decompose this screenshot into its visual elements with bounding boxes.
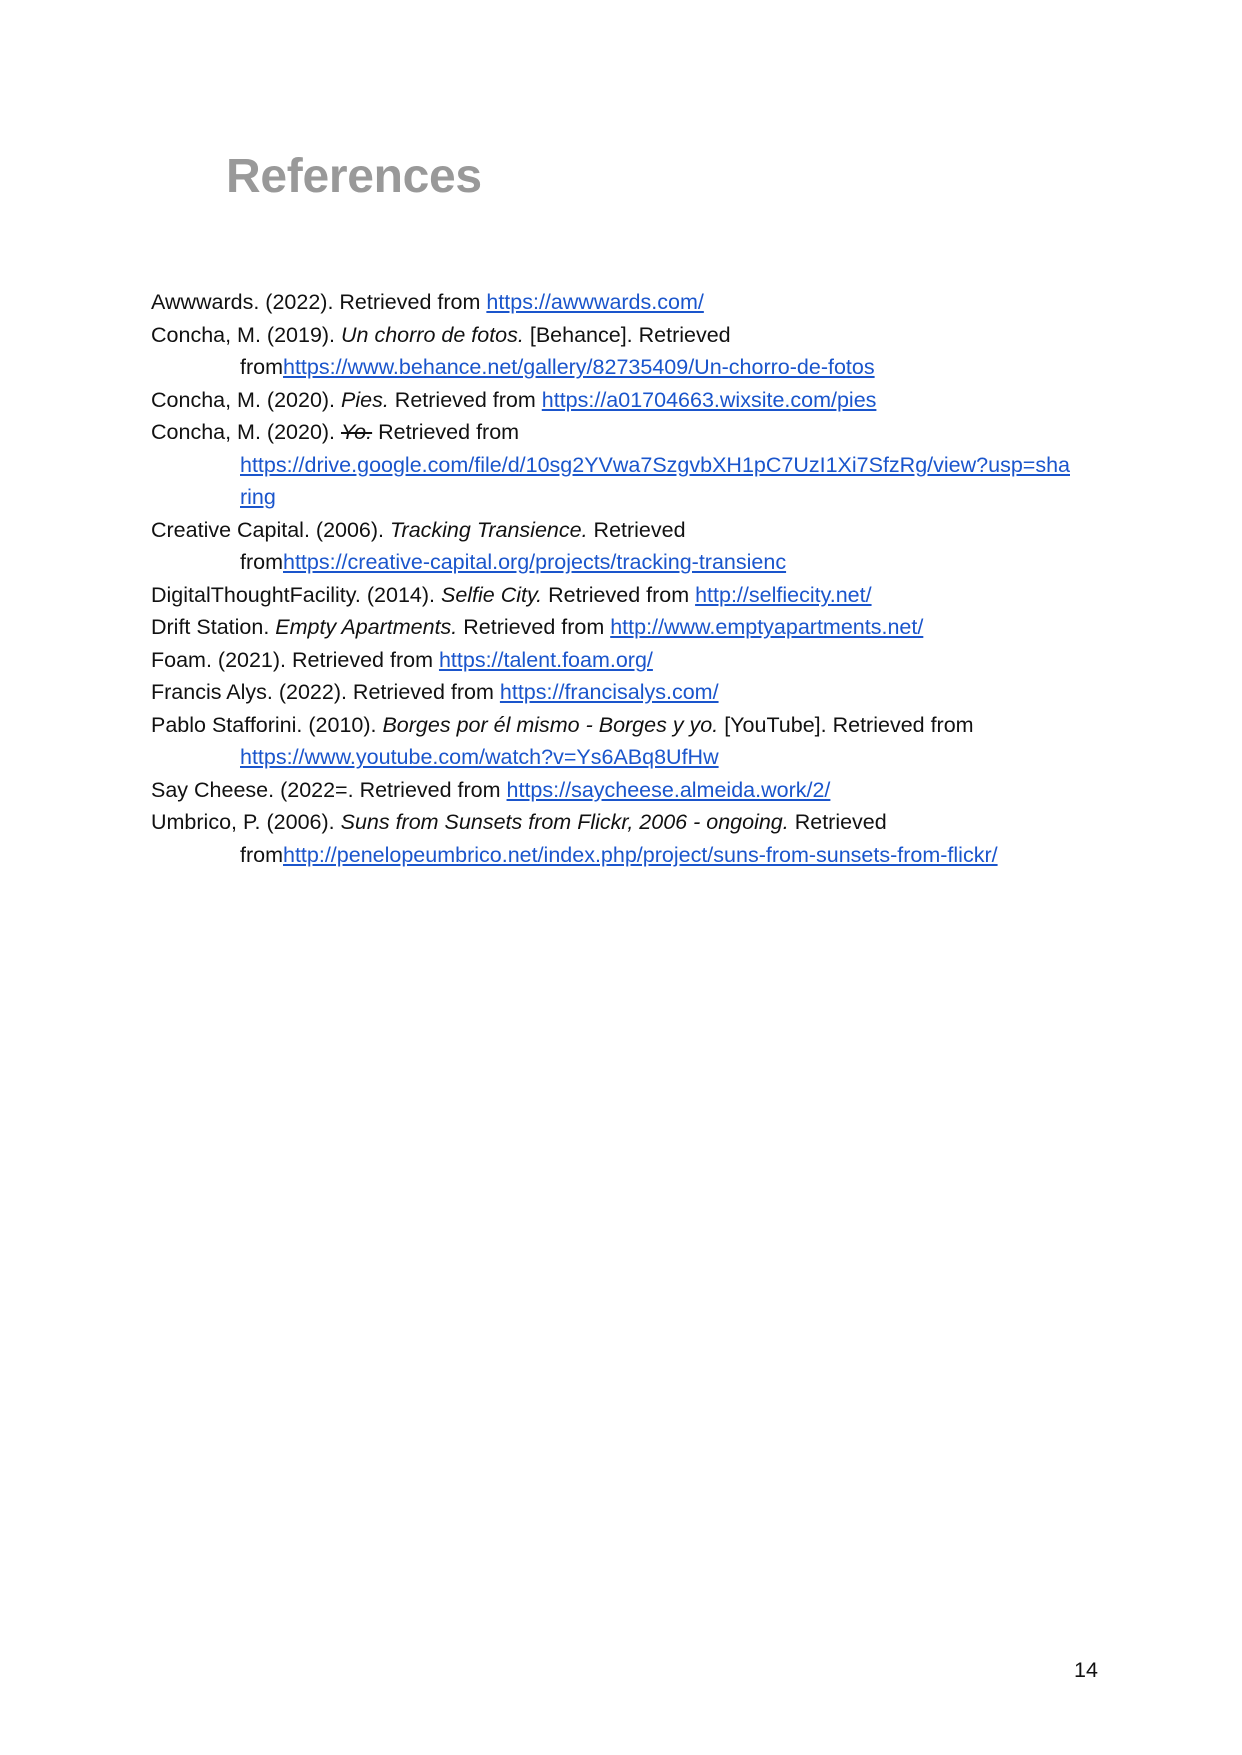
reference-text: Foam. (2021). Retrieved from (151, 647, 439, 672)
reference-entry (151, 286, 1111, 319)
reference-text: Umbrico, P. (2006). (151, 810, 341, 834)
reference-title: Empty Apartments. (275, 615, 458, 639)
reference-text: Retrieved from (388, 387, 542, 412)
reference-text: Retrieved from (542, 582, 696, 607)
reference-title: Un chorro de fotos. (341, 322, 524, 347)
reference-title: Suns from Sunsets from Flickr, 2006 - ongoing. (340, 810, 789, 834)
reference-continuation-line (151, 546, 1111, 579)
reference-link[interactable]: http://www.emptyapartments.net/ (610, 615, 924, 639)
reference-list (151, 286, 1111, 871)
reference-link[interactable]: ring (240, 485, 276, 509)
reference-title: Borges por él mismo - Borges y yo. (382, 712, 719, 737)
reference-entry (151, 611, 1111, 644)
reference-text: Concha, M. (2019). (151, 322, 342, 347)
reference-text: Pablo Stafforini. (2010). (151, 712, 383, 737)
reference-continuation-line (151, 741, 1111, 774)
reference-title: Pies. (341, 387, 389, 412)
reference-entry (151, 709, 1111, 742)
reference-text: from (240, 550, 283, 574)
reference-text: Retrieved (788, 810, 887, 834)
reference-text: Say Cheese. (2022=. Retrieved from (151, 777, 507, 802)
reference-continuation-line (151, 351, 1111, 384)
reference-entry (151, 416, 1111, 449)
reference-link[interactable]: https://awwwards.com/ (486, 290, 704, 314)
reference-continuation-line (151, 839, 1111, 872)
reference-text: Concha, M. (2020). (151, 420, 342, 444)
reference-entry (151, 676, 1111, 709)
reference-link[interactable]: https://francisalys.com/ (499, 680, 719, 704)
reference-link[interactable]: http://penelopeumbrico.net/index.php/project/suns-from-sunsets-from-flickr/ (283, 842, 998, 867)
reference-entry (151, 774, 1111, 807)
reference-text: Awwwards. (2022). Retrieved from (151, 290, 487, 314)
page-number: 14 (1074, 1658, 1098, 1682)
reference-title: Selfie City. (440, 582, 543, 607)
reference-text: from (240, 842, 283, 867)
reference-continuation-line (151, 449, 1111, 482)
reference-link[interactable]: https://www.youtube.com/watch?v=Ys6ABq8UfHw (240, 745, 719, 769)
reference-link[interactable]: http://selfiecity.net/ (695, 582, 872, 607)
reference-text: Retrieved from (457, 615, 611, 639)
reference-entry (151, 384, 1111, 417)
reference-text: Retrieved from (372, 420, 520, 444)
reference-link[interactable]: https://www.behance.net/gallery/82735409/Un-chorro-de-fotos (283, 355, 875, 379)
reference-text: [YouTube]. Retrieved from (718, 712, 974, 737)
reference-text: DigitalThoughtFacility. (2014). (151, 582, 441, 607)
reference-text: Drift Station. (151, 615, 276, 639)
reference-link[interactable]: https://a01704663.wixsite.com/pies (541, 387, 877, 412)
reference-text: [Behance]. Retrieved (523, 322, 731, 347)
reference-entry (151, 806, 1111, 839)
reference-link[interactable]: https://creative-capital.org/projects/tracking-transienc (283, 550, 787, 574)
page-title: References (226, 150, 482, 203)
reference-link[interactable]: https://drive.google.com/file/d/10sg2YVwa7SzgvbXH1pC7UzI1Xi7SfzRg/view?usp=sha (240, 452, 1070, 477)
reference-link[interactable]: https://saycheese.almeida.work/2/ (506, 777, 831, 802)
reference-text: Concha, M. (2020). (151, 387, 342, 412)
reference-entry (151, 319, 1111, 352)
reference-text: from (240, 355, 283, 379)
reference-text: Francis Alys. (2022). Retrieved from (151, 680, 500, 704)
reference-text: Creative Capital. (2006). (151, 517, 390, 542)
reference-entry (151, 644, 1111, 677)
reference-title: Tracking Transience. (390, 517, 588, 542)
reference-text: Retrieved (587, 517, 686, 542)
reference-entry (151, 579, 1111, 612)
reference-link[interactable]: https://talent.foam.org/ (438, 647, 653, 672)
reference-title: Yo. (341, 420, 373, 444)
reference-continuation-line (151, 481, 1111, 514)
reference-entry (151, 514, 1111, 547)
